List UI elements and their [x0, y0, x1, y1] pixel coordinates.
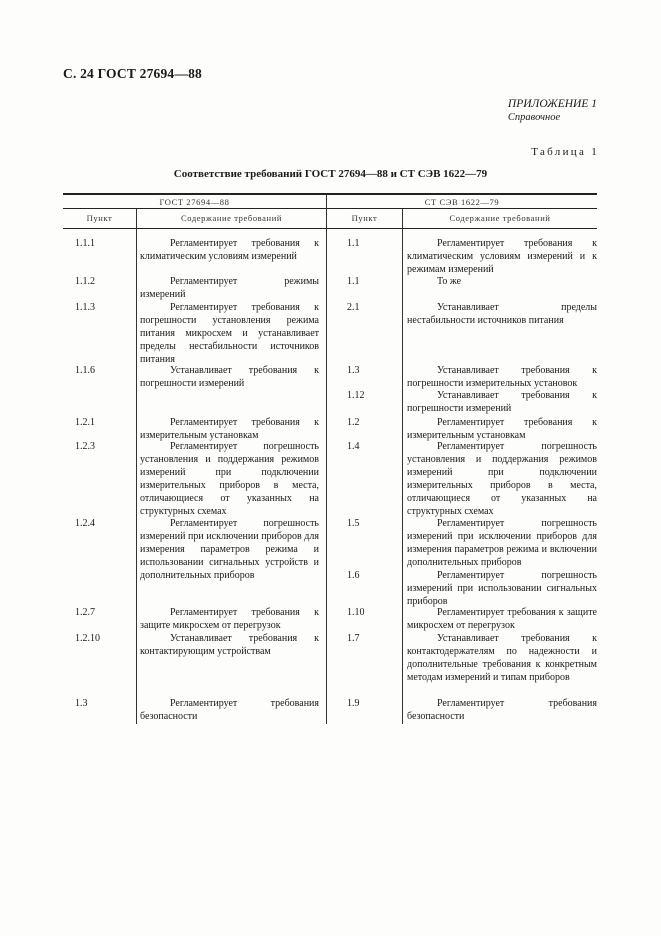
page-header: С. 24 ГОСТ 27694—88: [63, 66, 202, 81]
left-content: Устанавливает требования к погрешности измерений: [140, 365, 319, 389]
right-content: Устанавливает пределы нестабильности источников питания: [407, 302, 597, 326]
header-left-point: Пункт: [86, 213, 113, 223]
vline-right-point: [402, 209, 403, 724]
left-point: 1.1.6: [75, 365, 95, 376]
right-point: 1.6: [347, 570, 360, 581]
right-point: 1.1: [347, 238, 360, 249]
appendix-title: ПРИЛОЖЕНИЕ 1: [507, 98, 597, 110]
left-point: 1.2.4: [75, 518, 95, 529]
right-content: Регламентирует погрешность измерений при исключении приборов для измерения параметров режима и включении дополнительных приборов: [407, 518, 597, 568]
vline-center: [326, 195, 327, 724]
left-content: Регламентирует требования к измерительным установкам: [140, 417, 319, 441]
table-title: Соответствие требований ГОСТ 27694—88 и СТ СЭВ 1622—79: [173, 168, 488, 180]
left-content: Устанавливает требования к контактирующим устройствам: [140, 633, 319, 657]
left-point: 1.1.3: [75, 302, 95, 313]
header-left-group: ГОСТ 27694—88: [159, 197, 230, 207]
table-top-rule: [63, 193, 597, 195]
left-point: 1.2.7: [75, 607, 95, 618]
right-content: Устанавливает требования к погрешности измерительных установок: [407, 365, 597, 389]
right-content: Устанавливает требования к контактодержателям по надежности и дополнительные требования к конкретным методам измерений и типам приборов: [407, 633, 597, 683]
right-point: 1.9: [347, 698, 360, 709]
left-content: Регламентирует погрешность установления и поддержания режимов измерений при подключении измерительных приборов в места, отличающиеся от указанных на структурных схемах: [140, 441, 319, 517]
header-right-point: Пункт: [351, 213, 378, 223]
right-content: Регламентирует погрешность установления и поддержания режимов измерений при подключении измерительных приборов в места, отличающиеся от указанных на структурных схемах: [407, 441, 597, 517]
table-label: Таблица 1: [531, 146, 599, 158]
left-point: 1.1.1: [75, 238, 95, 249]
left-content: Регламентирует режимы измерений: [140, 276, 319, 300]
left-content: Регламентирует требования к погрешности установления режима питания микросхем и устанавливает пределы нестабильности источников питания: [140, 302, 319, 365]
header-left-content: Содержание требований: [181, 213, 282, 223]
left-content: Регламентирует требования к климатическим условиям измерений: [140, 238, 319, 262]
left-point: 1.3: [75, 698, 88, 709]
left-content: Регламентирует требования безопасности: [140, 698, 319, 722]
left-point: 1.2.10: [75, 633, 100, 644]
left-point: 1.1.2: [75, 276, 95, 287]
header-right-group: СТ СЭВ 1622—79: [424, 197, 500, 207]
left-content: Регламентирует требования к защите микросхем от перегрузок: [140, 607, 319, 631]
left-content: Регламентирует погрешность измерений при исключении приборов для измерения параметров режима и использовании сигнальных устройств и дополнительных приборов: [140, 518, 319, 581]
right-content: Регламентирует погрешность измерений при использовании сигнальных приборов: [407, 570, 597, 607]
header-right-content: Содержание требований: [449, 213, 551, 223]
right-point: 1.7: [347, 633, 360, 644]
right-content: Регламентирует требования к защите микросхем от перегрузок: [407, 607, 597, 631]
left-point: 1.2.3: [75, 441, 95, 452]
header-mid-rule: [63, 208, 597, 209]
appendix-block: [508, 97, 597, 125]
vline-left-point: [136, 209, 137, 724]
right-point: 1.2: [347, 417, 360, 428]
appendix-subtitle: Справочное: [507, 112, 561, 123]
right-point: 1.4: [347, 441, 360, 452]
right-content: Устанавливает требования к погрешности измерений: [407, 390, 597, 414]
header-bottom-rule: [63, 228, 597, 229]
right-content: Регламентирует требования к измерительным установкам: [407, 417, 597, 441]
right-content: Регламентирует требования безопасности: [407, 698, 597, 722]
right-point: 1.5: [347, 518, 360, 529]
left-point: 1.2.1: [75, 417, 95, 428]
right-point: 1.12: [347, 390, 365, 401]
right-content: То же: [437, 276, 462, 287]
right-point: 1.10: [347, 607, 365, 618]
right-point: 1.3: [347, 365, 360, 376]
right-point: 1.1: [347, 276, 360, 287]
right-point: 2.1: [347, 302, 360, 313]
right-content: Регламентирует требования к климатическим условиям измерений и к режимам измерений: [407, 238, 597, 275]
